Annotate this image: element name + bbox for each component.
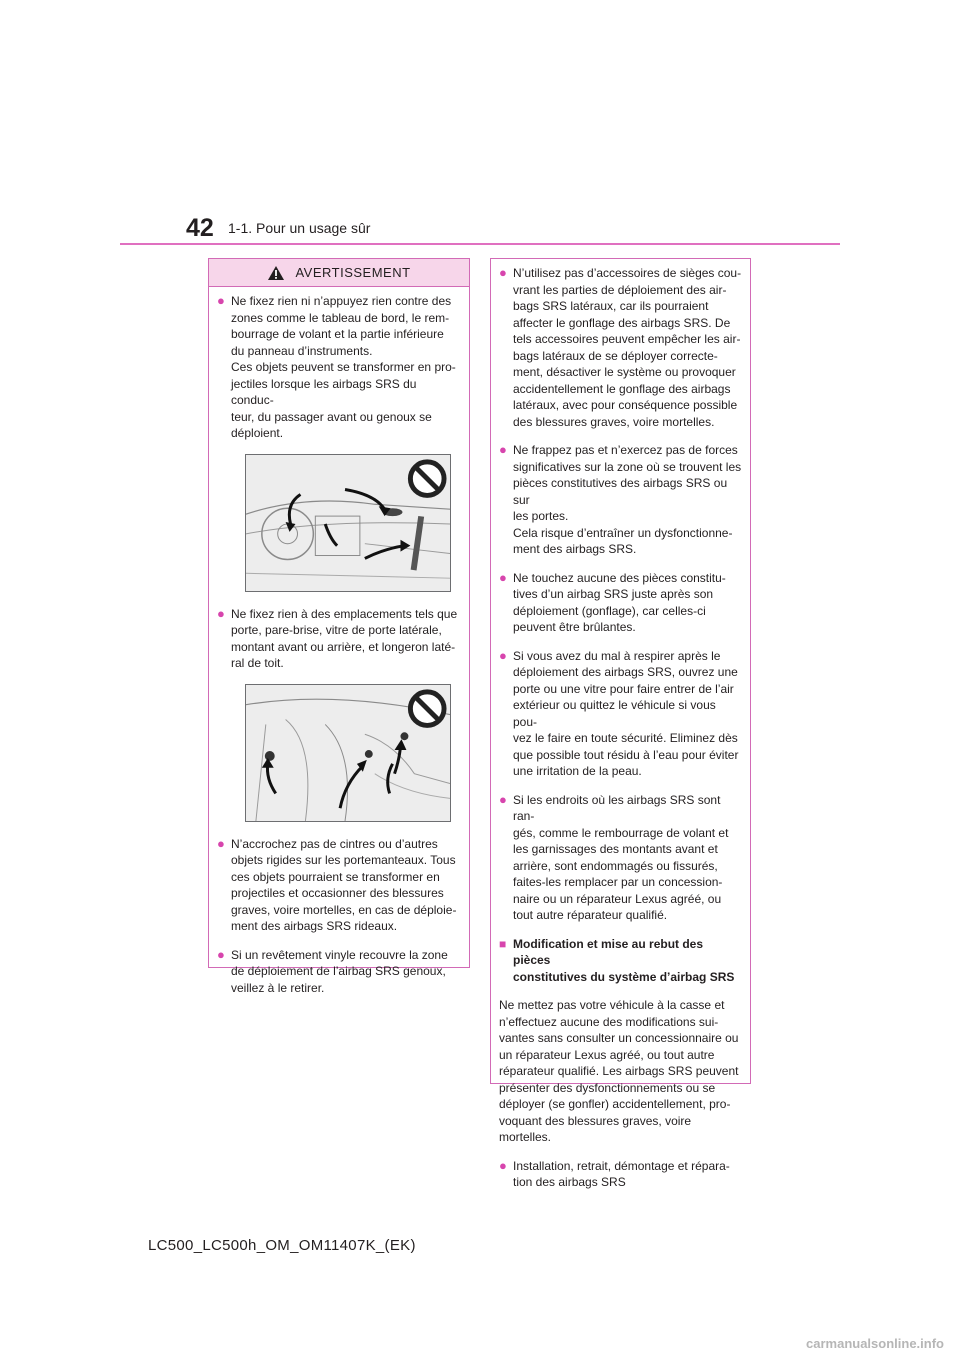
bullet-icon: ● [499, 569, 507, 585]
warning-item [499, 648, 742, 780]
document-code: LC500_LC500h_OM_OM11407K_(EK) [148, 1237, 416, 1254]
warning-item [499, 570, 742, 636]
bullet-icon: ● [217, 946, 225, 962]
watermark: carmanualsonline.info [806, 1336, 944, 1351]
warning-item [499, 1158, 742, 1191]
page-number: 42 [186, 214, 214, 242]
warning-item-text: Si vous avez du mal à respirer après le déploiement des airbags SRS, ouvrez une porte ou une vitre pour faire entrer de l’air extérieur ou quittez le véhicule si vous pou- vez le faire en toute sécurité. Eliminez dès que possible tout résidu à l’eau pour éviter une irritation de la peau. [513, 648, 739, 778]
warning-item-text: Si un revêtement vinyle recouvre la zone de déploiement de l’airbag SRS genoux, veillez à le retirer. [231, 947, 448, 995]
warning-item-text: Ne fixez rien à des emplacements tels que porte, pare-brise, vitre de porte latérale, montant avant ou arrière, et longeron laté- ral de toit. [231, 606, 458, 670]
warning-triangle-icon [267, 265, 285, 281]
warning-item [499, 265, 742, 430]
warning-title: AVERTISSEMENT [295, 265, 411, 280]
warning-item-text: Ne touchez aucune des pièces constitu- tives d’un airbag SRS juste après son déploiement (gonflage), car celles-ci peuvent être brûlantes. [513, 570, 726, 634]
paragraph: Ne mettez pas votre véhicule à la casse et n’effectuez aucune des modifications sui- vantes sans consulter un concessionnaire ou un réparateur Lexus agréé, ou tout autre réparateur qualifié. Les airbags SRS peuvent présenter des dysfonctionnements ou se déployer (se gonfler) accidentellement, pro- voquant des blessures graves, voire mortelles. [499, 998, 739, 1144]
section-title: 1-1. Pour un usage sûr [228, 220, 371, 236]
warning-item [217, 947, 461, 997]
warning-item [499, 792, 742, 924]
warning-item [499, 442, 742, 558]
no-symbol-icon [410, 461, 444, 495]
bullet-icon: ● [499, 265, 507, 280]
warning-box-right [490, 258, 751, 1189]
warning-item [217, 836, 461, 935]
bullet-icon: ● [499, 647, 507, 663]
warning-item [217, 293, 461, 442]
warning-item [217, 606, 461, 672]
bullet-icon: ● [217, 835, 225, 851]
warning-item-text: Ne frappez pas et n’exercez pas de forces significatives sur la zone où se trouvent les pièces constitutives des airbags SRS ou sur les portes. Cela risque d’entraîner un dysfonctionne- ment des airbags SRS. [513, 443, 742, 556]
subheading-item [499, 936, 742, 986]
warning-item-text: N’accrochez pas de cintres ou d’autres objets rigides sur les portemanteaux. Tous ces objets pourraient se transformer en projectiles et occasionner des blessures graves, voire mortelles, en cas de déploie- ment des airbags SRS rideaux. [231, 836, 457, 933]
warning-item-text: N’utilisez pas d’accessoires de sièges cou- vrant les parties de déploiement des air- bags SRS latéraux, car ils pourraient affecter le gonflage des airbags SRS. De tels accessoires peuvent empêcher les air- bags latéraux de se déployer correcte- ment, désactiver le système ou provoquer accidentellement le gonflage des airbags latéraux, avec pour conséquence possible des blessures graves, voire mortelles. [513, 266, 742, 429]
bullet-icon: ● [217, 605, 225, 621]
bullet-icon: ● [499, 791, 507, 807]
no-symbol-icon [410, 691, 444, 725]
warning-box-left [208, 258, 470, 995]
header-rule [120, 243, 840, 245]
warning-item-text: Ne fixez rien ni n’appuyez rien contre des zones comme le tableau de bord, le rem- bourrage de volant et la partie inférieure du panneau d’instruments. Ces objets peuvent se transformer en pro- jectiles lorsque les airbags SRS du conduc- teur, du passager avant ou genoux se déploient. [231, 294, 456, 440]
bullet-icon: ● [217, 293, 225, 308]
bullet-icon: ● [499, 1157, 507, 1173]
warning-item-text: Si les endroits où les airbags SRS sont ran- gés, comme le rembourrage de volant et les garnissages des montants avant et arrière, sont endommagés ou fissurés, faites-les remplacer par un concession- naire ou un réparateur Lexus agréé, ou tout autre réparateur qualifié. [513, 792, 729, 922]
bullet-icon: ● [499, 442, 507, 457]
illustration-cabin [245, 684, 451, 822]
square-bullet-icon: ■ [499, 936, 507, 951]
illustration-dashboard [245, 454, 451, 592]
warning-item-text: Installation, retrait, démontage et répara- tion des airbags SRS [513, 1158, 730, 1189]
warning-header [209, 259, 469, 287]
subheading-text: Modification et mise au rebut des pièces constitutives du système d’airbag SRS [513, 936, 735, 984]
